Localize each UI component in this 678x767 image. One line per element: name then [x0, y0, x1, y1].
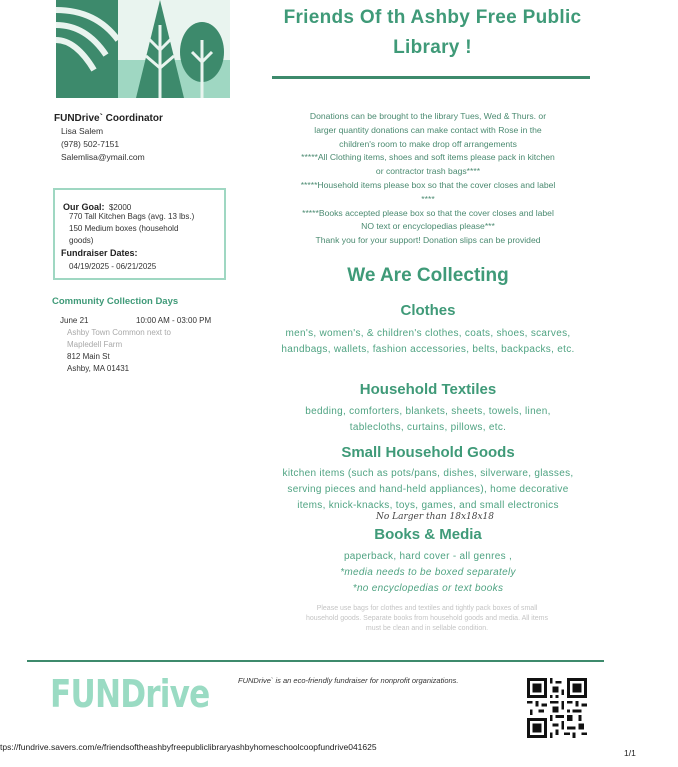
coordinator-email: Salemlisa@ymail.com [61, 152, 145, 162]
goal-box [53, 188, 226, 280]
collecting-heading: We Are Collecting [347, 265, 509, 286]
qr-code-icon [527, 678, 587, 738]
collection-days-heading: Community Collection Days [52, 296, 179, 307]
dates-value: 04/19/2025 - 06/21/2025 [69, 262, 157, 271]
footer-divider [27, 660, 604, 662]
goal-item-bags: 770 Tall Kitchen Bags (avg. 13 lbs.) [69, 212, 195, 221]
collection-location-2: Mapledell Farm [67, 340, 123, 349]
collection-location-1: Ashby Town Common next to [67, 328, 171, 337]
coordinator-phone: (978) 502-7151 [61, 139, 120, 149]
textiles-title: Household Textiles [359, 381, 497, 398]
info-line: Thank you for your support! Donation slips can be provided [315, 235, 541, 246]
books-title: Books & Media [374, 526, 482, 543]
info-line: Donations can be brought to the library Tues, Wed & Thurs. or [309, 111, 547, 121]
info-line: *****All Clothing items, shoes and soft items please pack in kitchen [301, 152, 555, 163]
fundrive-logo: FUNDrive [50, 672, 210, 716]
goods-line: serving pieces and hand-held appliances), home decorative [287, 484, 569, 495]
collection-address: 812 Main St [67, 352, 110, 361]
info-line: *****Household items please box so that the cover closes and label [300, 179, 556, 190]
info-line: NO text or encyclopedias please*** [361, 221, 495, 232]
goal-value: $2000 [108, 203, 132, 212]
eco-note: FUNDrive` is an eco-friendly fundraiser for nonprofit organizations. [238, 676, 459, 685]
books-line: *no encyclopedias or text books [352, 583, 504, 594]
clothes-title: Clothes [400, 302, 456, 319]
textiles-description [250, 404, 606, 436]
info-line: *****Books accepted please box so that the cover closes and label [302, 207, 554, 218]
title-line-2: Library ! [393, 37, 472, 58]
page-url[interactable]: tps://fundrive.savers.com/e/friendsoftheashbyfreepubliclibraryashbyhomeschoolcoopfundrive041625 [0, 742, 377, 752]
books-line: paperback, hard cover - all genres , [343, 551, 513, 562]
page-title [255, 3, 610, 63]
clothes-description [250, 326, 606, 358]
goods-description [250, 466, 606, 514]
clothes-line: men's, women's, & children's clothes, coats, shoes, scarves, [285, 328, 571, 339]
info-line: larger quantity donations can make contact with Rose in the [314, 124, 542, 135]
textiles-line: tablecloths, curtains, pillows, etc. [349, 422, 507, 433]
textiles-line: bedding, comforters, blankets, sheets, towels, linen, [305, 406, 551, 417]
donation-info [262, 110, 594, 248]
collection-date: June 21 [60, 316, 89, 325]
goods-line: kitchen items (such as pots/pans, dishes, silverware, glasses, [282, 468, 574, 479]
handwritten-size-note: No Larger than 18x18x18 [376, 512, 494, 522]
info-line: or contractor trash bags**** [375, 166, 481, 177]
packing-footnote [262, 604, 592, 634]
footnote-line: Please use bags for clothes and textiles and tightly pack boxes of small [316, 605, 538, 612]
footnote-line: household goods. Separate books from household goods and media. All items [305, 615, 549, 622]
footnote-line: must be clean and in sellable condition. [365, 625, 489, 632]
goal-item-boxes-2: goods) [69, 236, 94, 245]
books-line: *media needs to be boxed separately [340, 567, 516, 578]
dates-label: Fundraiser Dates: [61, 248, 138, 258]
coordinator-name: Lisa Salem [61, 126, 104, 136]
info-line: **** [421, 193, 435, 204]
goods-title: Small Household Goods [341, 444, 515, 461]
goal-label: Our Goal: [63, 202, 105, 212]
collection-city: Ashby, MA 01431 [67, 364, 130, 373]
coordinator-heading: FUNDrive` Coordinator [54, 113, 163, 124]
title-line-1: Friends Of th Ashby Free Public [283, 7, 582, 28]
collection-time: 10:00 AM - 03:00 PM [136, 316, 212, 325]
title-divider [272, 76, 590, 79]
info-line: children's room to make drop off arrangements [339, 138, 517, 149]
goal-item-boxes-1: 150 Medium boxes (household [69, 224, 179, 233]
goods-line: items, knick-knacks, toys, games, and small electronics [297, 500, 559, 511]
clothes-line: handbags, wallets, fashion accessories, belts, backpacks, etc. [281, 344, 575, 355]
page-number: 1/1 [624, 748, 636, 758]
fundrive-tree-logo [56, 0, 230, 98]
books-description [250, 549, 606, 597]
